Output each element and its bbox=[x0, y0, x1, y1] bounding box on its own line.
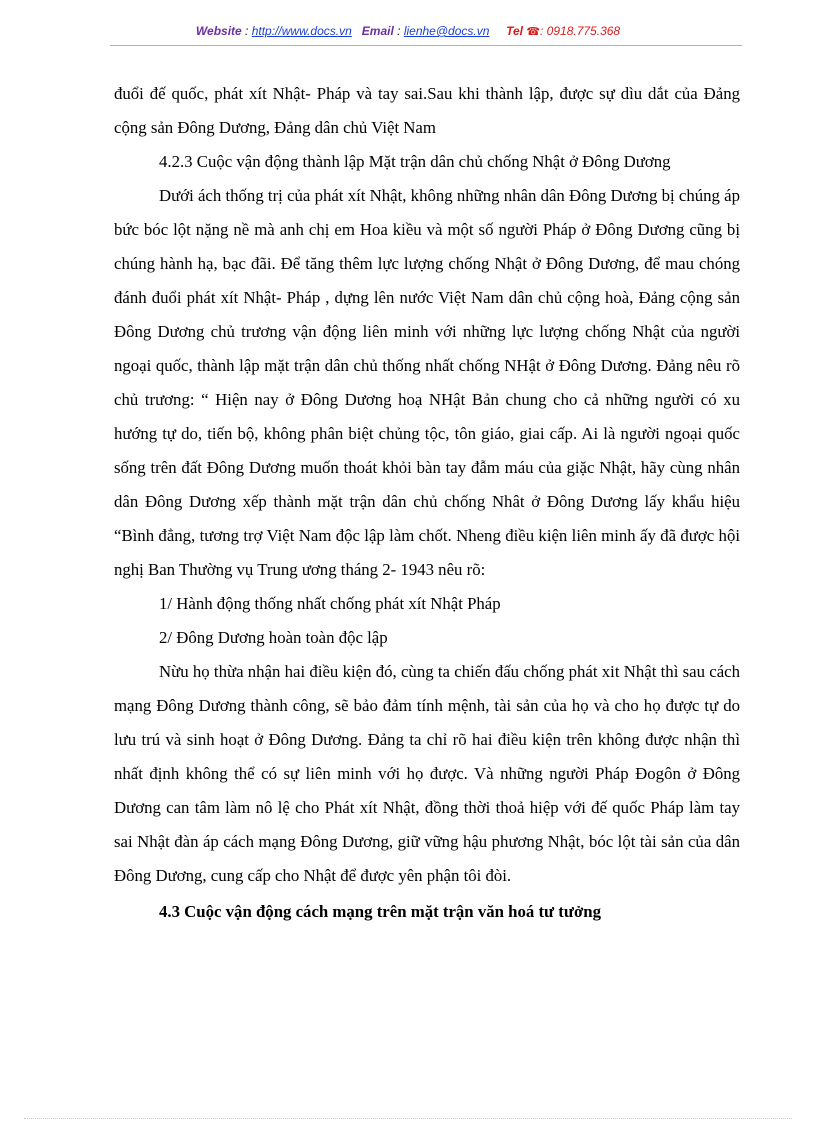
website-label: Website bbox=[195, 24, 242, 38]
tel-label: Tel bbox=[506, 24, 523, 38]
paragraph-continuation: đuổi đế quốc, phát xít Nhật- Pháp và tay sai.Sau khi thành lập, được sự dìu dắt của Đảng cộng sản Đông Dương, Đảng dân chủ Việt Nam bbox=[114, 84, 740, 137]
section-subheading: 4.2.3 Cuộc vận động thành lập Mặt trận dân chủ chống Nhật ở Đông Dương bbox=[159, 152, 671, 171]
phone-icon: ☎ bbox=[526, 26, 541, 38]
website-separator: : bbox=[241, 24, 252, 38]
email-separator: : bbox=[393, 24, 404, 38]
phone-number: : 0918.775.368 bbox=[540, 24, 621, 38]
paragraph: Dưới ách thống trị của phát xít Nhật, không những nhân dân Đông Dương bị chúng áp bức bóc lột nặng nề mà anh chị em Hoa kiều và một số người Pháp ở Đông Dương cũng bị chúng hành hạ, bạc đãi. Để tăng thêm lực lượng chống Nhật ở Đông Dương, để mau chóng đánh đuổi phát xít Nhật- Pháp , dựng lên nước Việt Nam dân chủ cộng hoà, Đảng cộng sản Đông Dương chủ trương vận động liên minh với những lực lượng chống Nhật của người ngoại quốc, thành lập mặt trận dân chủ thống nhất chống NHật ở Đông Dương. Đảng nêu rõ chủ trương: “ Hiện nay ở Đông Dương hoạ NHật Bản chung cho cả những người có xu hướng tự do, tiến bộ, không phân biệt chủng tộc, tôn giáo, giai cấp. Ai là người ngoại quốc sống trên đất Đông Dương muốn thoát khỏi bàn tay đẫm máu của giặc Nhật, hãy cùng nhân dân Đông Dương xếp thành mặt trận dân chủ chống Nhât ở Đông Dương lấy khẩu hiệu “Bình đẳng, tương trợ Việt Nam độc lập làm chốt. Nheng điều kiện liên minh ấy đã được hội nghị Ban Thường vụ Trung ương tháng 2- 1943 nêu rõ: bbox=[114, 186, 740, 579]
section-heading: 4.3 Cuộc vận động cách mạng trên mặt trận văn hoá tư tưởng bbox=[159, 902, 601, 921]
page-bottom-border bbox=[24, 1118, 792, 1119]
list-item: 2/ Đông Dương hoàn toàn độc lập bbox=[159, 628, 388, 647]
email-label: Email bbox=[361, 24, 394, 38]
email-link[interactable]: lienhe@docs.vn bbox=[403, 24, 490, 38]
paragraph: Nừu họ thừa nhận hai điều kiện đó, cùng ta chiến đấu chống phát xit Nhật thì sau cách mạng Đông Dương thành công, sẽ bảo đảm tính mệnh, tài sản của họ và cho họ được tự do lưu trú và sinh hoạt ở Đông Dương. Đảng ta chỉ rõ hai điều kiện trên không được nhận thì nhất định không thể có sự liên minh với họ được. Và những người Pháp Đogôn ở Đông Dương can tâm làm nô lệ cho Phát xít Nhật, đồng thời thoả hiệp với đế quốc Pháp làm tay sai Nhật đàn áp cách mạng Đông Dương, giữ vững hậu phương Nhật, bóc lột tài sản của dân Đông Dương, cung cấp cho Nhật để được yên phận tôi đòi. bbox=[114, 662, 740, 885]
header-divider bbox=[110, 45, 742, 46]
list-item: 1/ Hành động thống nhất chống phát xít Nhật Pháp bbox=[159, 594, 501, 613]
page-header bbox=[0, 24, 816, 38]
document-body bbox=[114, 77, 740, 929]
website-link[interactable]: http://www.docs.vn bbox=[251, 24, 352, 38]
